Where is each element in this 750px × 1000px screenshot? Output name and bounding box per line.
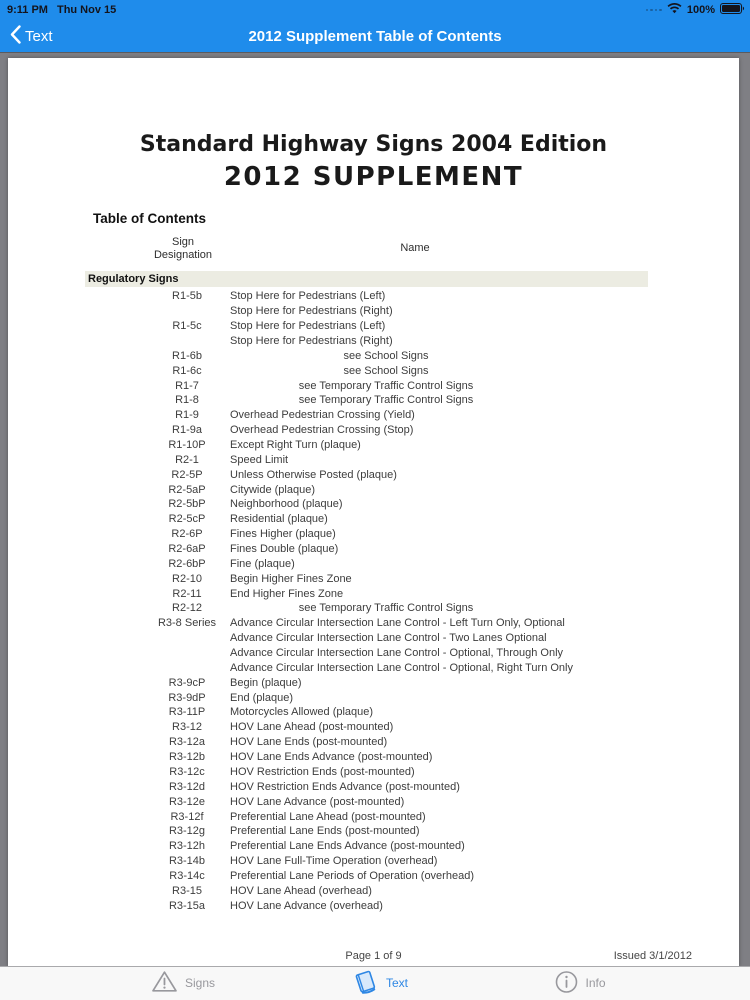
sign-designation: R2-10 [172, 572, 202, 585]
section-header: Regulatory Signs [85, 271, 648, 287]
sign-name: Fines Higher (plaque) [230, 528, 336, 541]
cellular-signal-icon [646, 9, 662, 12]
sign-name: HOV Restriction Ends (post-mounted) [230, 765, 415, 778]
table-row [8, 408, 739, 423]
table-row [8, 556, 739, 571]
pdf-page [8, 58, 739, 967]
document-title-line2: 2012 SUPPLEMENT [223, 162, 524, 192]
sign-designation: R1-5c [172, 320, 202, 333]
table-row [8, 319, 739, 334]
sign-name: Stop Here for Pedestrians (Right) [230, 335, 393, 347]
sign-name: Begin (plaque) [230, 676, 302, 689]
chevron-left-icon [10, 25, 21, 48]
sign-name: Citywide (plaque) [230, 483, 315, 496]
book-icon [352, 969, 379, 998]
sign-name: see School Signs [343, 364, 429, 377]
tab-text[interactable] [352, 967, 408, 999]
sign-designation: R2-12 [172, 602, 202, 615]
table-row [8, 542, 739, 557]
tab-signs[interactable] [151, 967, 215, 999]
sign-name: HOV Lane Full-Time Operation (overhead) [230, 855, 438, 868]
sign-designation: R3-12a [168, 736, 206, 749]
sign-designation: R1-8 [175, 394, 199, 407]
page-title: 2012 Supplement Table of Contents [248, 27, 502, 45]
sign-designation: R3-9cP [168, 676, 206, 689]
sign-name: HOV Restriction Ends Advance (post-mounted) [230, 780, 460, 793]
sign-name: HOV Lane Ahead (post-mounted) [230, 721, 394, 734]
sign-designation: R3-8 Series [157, 617, 217, 630]
sign-designation: R3-12e [168, 795, 206, 808]
sign-designation: R3-14c [169, 869, 205, 882]
table-row [8, 705, 739, 720]
sign-name: HOV Lane Ahead (overhead) [230, 884, 372, 897]
table-row [8, 660, 739, 675]
tab-text-label: Text [385, 976, 409, 990]
table-row [8, 898, 739, 913]
battery-icon [720, 3, 745, 17]
sign-name: Advance Circular Intersection Lane Control - Optional, Right Turn Only [230, 661, 573, 674]
table-row [8, 690, 739, 705]
sign-name: Preferential Lane Ends Advance (post-mounted) [230, 840, 465, 853]
sign-name: HOV Lane Advance (overhead) [230, 899, 383, 912]
tab-info-label: Info [585, 976, 606, 990]
status-right [646, 3, 750, 17]
table-row [8, 467, 739, 482]
sign-designation: R3-14b [168, 855, 206, 868]
table-row [8, 750, 739, 765]
sign-name: Fines Double (plaque) [230, 543, 339, 556]
tab-bar [0, 966, 750, 1000]
warning-triangle-icon [151, 970, 178, 996]
sign-designation: R2-5cP [168, 513, 206, 526]
sign-designation: R3-15 [172, 884, 202, 897]
sign-name: Overhead Pedestrian Crossing (Stop) [230, 424, 414, 437]
sign-designation: R3-12c [169, 765, 205, 778]
sign-name: see Temporary Traffic Control Signs [298, 394, 474, 407]
sign-designation: R2-6aP [168, 543, 206, 556]
sign-designation: R1-7 [175, 379, 199, 392]
sign-designation: R2-5P [171, 468, 203, 481]
sign-name: Preferential Lane Periods of Operation (overhead) [230, 869, 474, 882]
table-row [8, 393, 739, 408]
sign-designation: R3-12d [168, 780, 206, 793]
sign-designation: R3-11P [168, 706, 206, 719]
table-row [8, 824, 739, 839]
sign-designation: R3-12h [168, 840, 206, 853]
sign-designation: R1-9 [175, 409, 199, 422]
status-left [0, 4, 116, 16]
sign-name: Unless Otherwise Posted (plaque) [230, 468, 397, 481]
status-date: Thu Nov 15 [56, 4, 117, 16]
status-bar [0, 0, 750, 20]
table-row [8, 809, 739, 824]
toc-table [8, 271, 739, 913]
table-row [8, 883, 739, 898]
table-row [8, 601, 739, 616]
sign-name: see School Signs [343, 349, 429, 362]
info-circle-icon [554, 970, 578, 997]
table-row [8, 527, 739, 542]
document-title-line1: Standard Highway Signs 2004 Edition [139, 132, 608, 157]
table-row [8, 363, 739, 378]
pdf-scroll-view[interactable] [0, 52, 750, 967]
sign-name: Overhead Pedestrian Crossing (Yield) [230, 409, 415, 422]
sign-name: HOV Lane Advance (post-mounted) [230, 795, 405, 808]
table-row [8, 512, 739, 527]
status-time: 9:11 PM [7, 4, 48, 16]
sign-designation: R2-11 [172, 587, 202, 600]
sign-name: Begin Higher Fines Zone [230, 572, 352, 585]
sign-designation: R1-9a [172, 424, 202, 437]
back-button[interactable] [10, 20, 53, 52]
sign-name: Advance Circular Intersection Lane Control - Two Lanes Optional [230, 632, 547, 645]
table-row [8, 482, 739, 497]
table-row [8, 348, 739, 363]
sign-designation: R1-6b [172, 349, 202, 362]
sign-name: Preferential Lane Ends (post-mounted) [230, 825, 420, 838]
table-row [8, 334, 739, 349]
column-header-sign-designation: Sign Designation [153, 236, 213, 261]
sign-designation: R1-6c [172, 364, 202, 377]
sign-designation: R2-5aP [168, 483, 206, 496]
table-row [8, 735, 739, 750]
table-row [8, 586, 739, 601]
sign-name: Fine (plaque) [230, 557, 295, 570]
sign-name: End Higher Fines Zone [230, 587, 344, 600]
wifi-icon [667, 3, 682, 17]
table-row [8, 631, 739, 646]
sign-name: Motorcycles Allowed (plaque) [230, 706, 374, 719]
sign-designation: R2-5bP [168, 498, 206, 511]
sign-name: Stop Here for Pedestrians (Left) [230, 320, 386, 333]
table-row [8, 675, 739, 690]
table-row [8, 869, 739, 884]
sign-designation: R3-12b [168, 751, 206, 764]
sign-name: Advance Circular Intersection Lane Control - Optional, Through Only [230, 647, 564, 660]
table-row [8, 839, 739, 854]
battery-percentage: 100% [686, 4, 715, 16]
sign-name: Preferential Lane Ahead (post-mounted) [230, 810, 426, 823]
table-row [8, 289, 739, 304]
sign-name: Except Right Turn (plaque) [230, 439, 361, 452]
toc-heading: Table of Contents [93, 211, 206, 226]
table-row [8, 616, 739, 631]
sign-name: Speed Limit [230, 453, 289, 466]
table-row [8, 423, 739, 438]
sign-designation: R3-12f [170, 810, 204, 823]
sign-designation: R2-1 [175, 453, 199, 466]
table-row [8, 571, 739, 586]
table-row [8, 452, 739, 467]
sign-name: HOV Lane Ends Advance (post-mounted) [230, 751, 433, 764]
page-number-footer: Page 1 of 9 [345, 950, 402, 962]
sign-designation: R3-15a [168, 899, 206, 912]
table-row [8, 646, 739, 661]
sign-name: Advance Circular Intersection Lane Control - Left Turn Only, Optional [230, 617, 565, 630]
table-row [8, 497, 739, 512]
sign-designation: R3-12g [168, 825, 206, 838]
sign-name: End (plaque) [230, 691, 293, 704]
table-row [8, 794, 739, 809]
sign-name: see Temporary Traffic Control Signs [298, 602, 474, 615]
sign-name: Stop Here for Pedestrians (Left) [230, 290, 386, 303]
back-button-label: Text [25, 27, 53, 45]
sign-designation: R3-12 [172, 721, 202, 734]
sign-designation: R2-6bP [168, 557, 206, 570]
table-row [8, 779, 739, 794]
table-row [8, 765, 739, 780]
sign-name: Stop Here for Pedestrians (Right) [230, 305, 393, 318]
column-header-name: Name [400, 242, 430, 254]
sign-name: see Temporary Traffic Control Signs [298, 379, 474, 392]
sign-designation: R3-9dP [168, 691, 206, 704]
sign-designation: R1-10P [168, 439, 206, 452]
sign-name: HOV Lane Ends (post-mounted) [230, 736, 388, 749]
table-row [8, 720, 739, 735]
table-row [8, 304, 739, 319]
tab-info[interactable] [554, 967, 605, 999]
table-row [8, 438, 739, 453]
issued-date-footer: Issued 3/1/2012 [613, 950, 692, 962]
table-row [8, 378, 739, 393]
navigation-bar [0, 20, 750, 52]
tab-signs-label: Signs [184, 976, 216, 990]
sign-designation: R2-6P [171, 528, 203, 541]
table-row [8, 854, 739, 869]
sign-designation: R1-5b [172, 290, 202, 303]
sign-name: Neighborhood (plaque) [230, 498, 343, 511]
sign-name: Residential (plaque) [230, 513, 328, 526]
